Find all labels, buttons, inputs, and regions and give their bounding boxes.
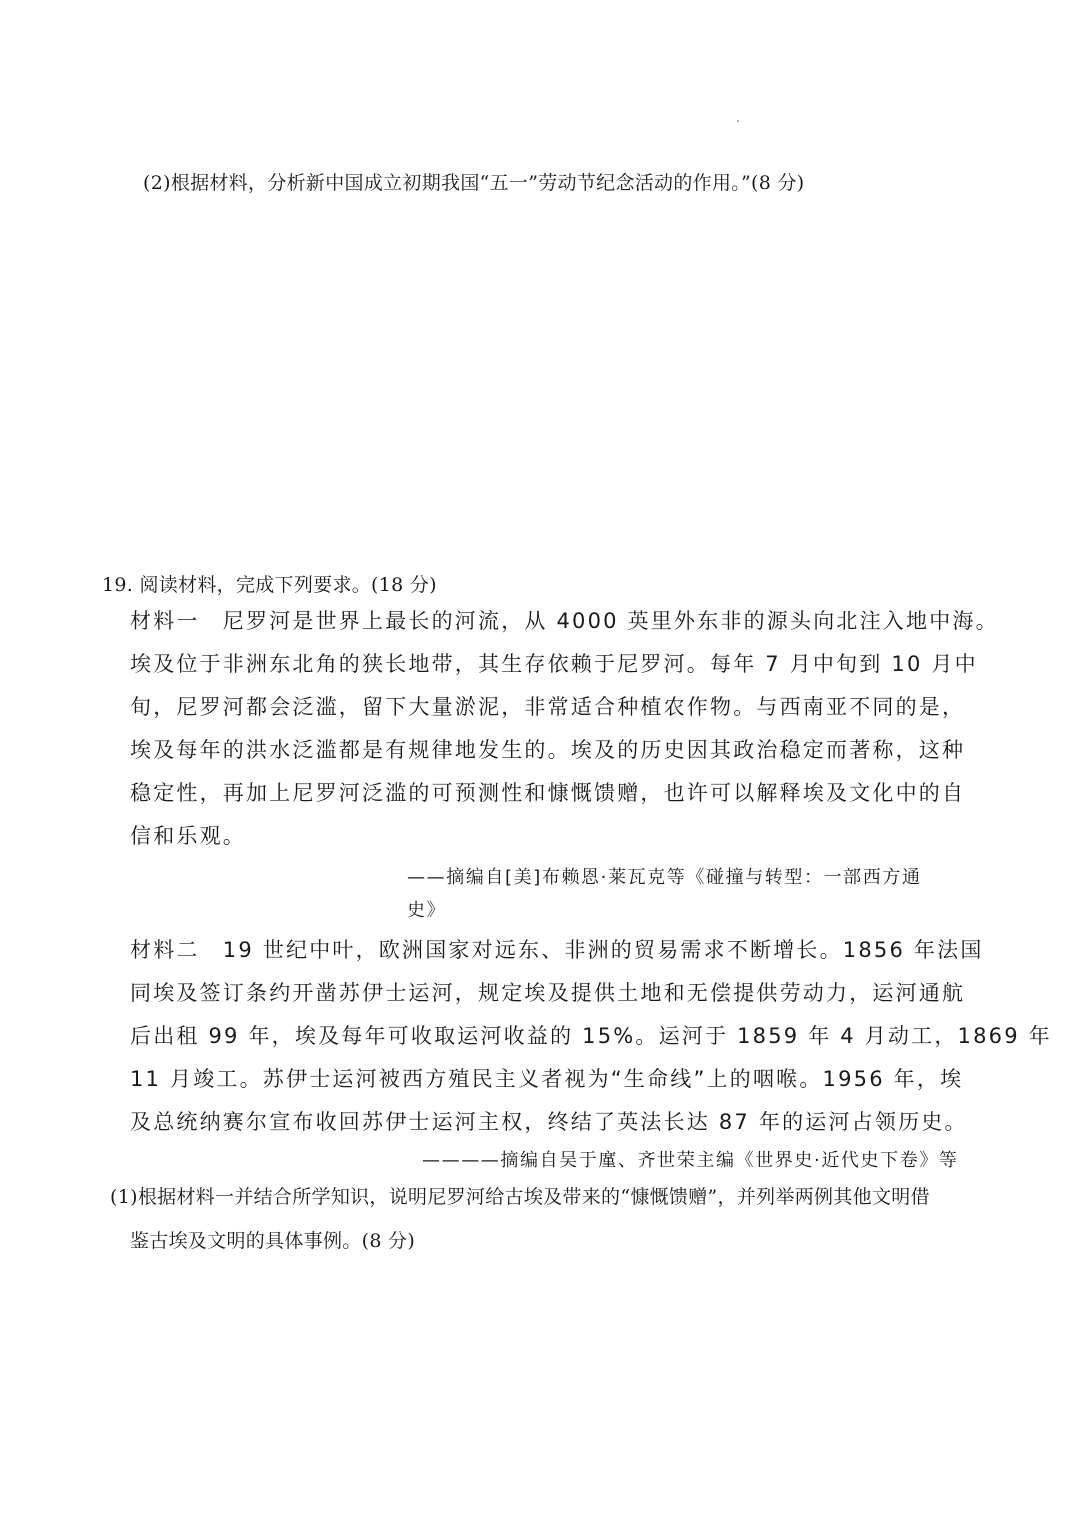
question-19-header: 19. 阅读材料，完成下列要求。(18 分) <box>102 574 437 596</box>
question-18-part-2: (2)根据材料，分析新中国成立初期我国“五一”劳动节纪念活动的作用。”(8 分) <box>143 172 805 194</box>
material-2-line: 后出租 99 年，埃及每年可收取运河收益的 15%。运河于 1859 年 4 月动工，1869 年 <box>130 1024 1052 1048</box>
scan-speck <box>737 120 739 122</box>
source-line: 史》 <box>407 900 447 921</box>
material-1-line: 稳定性，再加上尼罗河泛滥的可预测性和慷慨馈赠，也许可以解释埃及文化中的自 <box>130 781 966 805</box>
source-line: ——摘编自[美]布赖恩·莱瓦克等《碰撞与转型：一部西方通 <box>407 867 922 888</box>
question-line: 鉴古埃及文明的具体事例。(8 分) <box>130 1230 416 1252</box>
material-2-line: 11 月竣工。苏伊士运河被西方殖民主义者视为“生命线”上的咽喉。1956 年，埃 <box>130 1067 964 1091</box>
question-line: (1)根据材料一并结合所学知识，说明尼罗河给古埃及带来的“慷慨馈赠”，并列举两例其他文明借 <box>110 1186 930 1208</box>
material-1-line: 埃及位于非洲东北角的狭长地带，其生存依赖于尼罗河。每年 7 月中旬到 10 月中 <box>130 652 978 676</box>
material-2-line: 同埃及签订条约开凿苏伊士运河，规定埃及提供土地和无偿提供劳动力，运河通航 <box>130 981 966 1005</box>
material-1-line: 旬，尼罗河都会泛滥，留下大量淤泥，非常适合种植农作物。与西南亚不同的是， <box>130 695 966 719</box>
material-1-line: 埃及每年的洪水泛滥都是有规律地发生的。埃及的历史因其政治稳定而著称，这种 <box>130 738 966 762</box>
material-1-line: 信和乐观。 <box>130 824 246 848</box>
material-2-line: 及总统纳赛尔宣布收回苏伊士运河主权，终结了英法长达 87 年的运河占领历史。 <box>130 1110 968 1134</box>
material-1-line: 材料一 尼罗河是世界上最长的河流，从 4000 英里外东非的源头向北注入地中海。 <box>130 609 999 633</box>
material-2-line: 材料二 19 世纪中叶，欧洲国家对远东、非洲的贸易需求不断增长。1856 年法国 <box>130 938 984 962</box>
material-2-source: ————摘编自吴于廑、齐世荣主编《世界史·近代史下卷》等 <box>422 1150 959 1171</box>
